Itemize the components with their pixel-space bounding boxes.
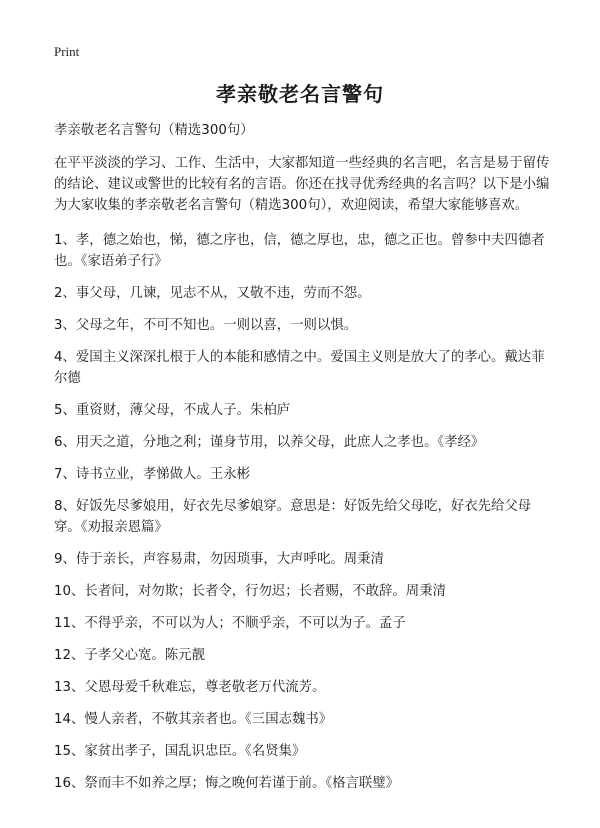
quote-item: 13、父恩母爱千秋难忘，尊老敬老万代流芳。 [54,680,326,695]
article-body [54,120,554,805]
quote-item: 2、事父母，几谏，见志不从，又敬不违，劳而不怨。 [54,286,371,301]
quote-item: 14、慢人亲者，不敬其亲者也。《三国志魏书》 [54,712,333,727]
quote-item: 1、孝，德之始也，悌，德之序也，信，德之厚也，忠，德之正也。曾参中夫四德者也。《家语弟子行》 [54,233,545,269]
quote-item: 15、家贫出孝子，国乱识忠臣。《名贤集》 [54,744,306,759]
quote-item: 4、爱国主义深深扎根于人的本能和感情之中。爱国主义则是放大了的孝心。戴达菲尔德 [54,350,545,386]
quote-item: 12、子孝父心宽。陈元靓 [54,648,205,663]
quote-item: 9、侍于亲长，声容易肃，勿因琐事，大声呼叱。周秉清 [54,552,384,567]
quote-item: 8、好饭先尽爹娘用，好衣先尽爹娘穿。意思是：好饭先给父母吃，好衣先给父母穿。《劝报亲恩篇》 [54,499,532,535]
quote-item: 5、重资财，薄父母，不成人子。朱柏庐 [54,403,291,418]
quote-item: 7、诗书立业，孝悌做人。王永彬 [54,467,250,482]
quote-item: 16、祭而丰不如养之厚；悔之晚何若谨于前。《格言联璧》 [54,776,400,791]
intro-paragraph: 在平平淡淡的学习、工作、生活中，大家都知道一些经典的名言吧，名言是易于留传的结论、建议或警世的比较有名的言语。你还在找寻优秀经典的名言吗？以下是小编为大家收集的孝亲敬老名言警句（精选300句），欢迎阅读，希望大家能够喜欢。 [54,156,550,213]
quote-item: 10、长者问，对勿欺；长者令，行勿迟；长者赐，不敢辞。周秉清 [54,584,446,599]
print-link[interactable]: Print [54,44,80,59]
article-subtitle: 孝亲敬老名言警句（精选300句） [54,123,254,138]
quote-item: 11、不得乎亲，不可以为人；不顺乎亲，不可以为子。孟子 [54,616,406,631]
quote-item: 6、用天之道，分地之利；谨身节用，以养父母，此庶人之孝也。《孝经》 [54,435,485,450]
page-title: 孝亲敬老名言警句 [216,82,384,106]
quote-item: 3、父母之年，不可不知也。一则以喜，一则以惧。 [54,318,358,333]
